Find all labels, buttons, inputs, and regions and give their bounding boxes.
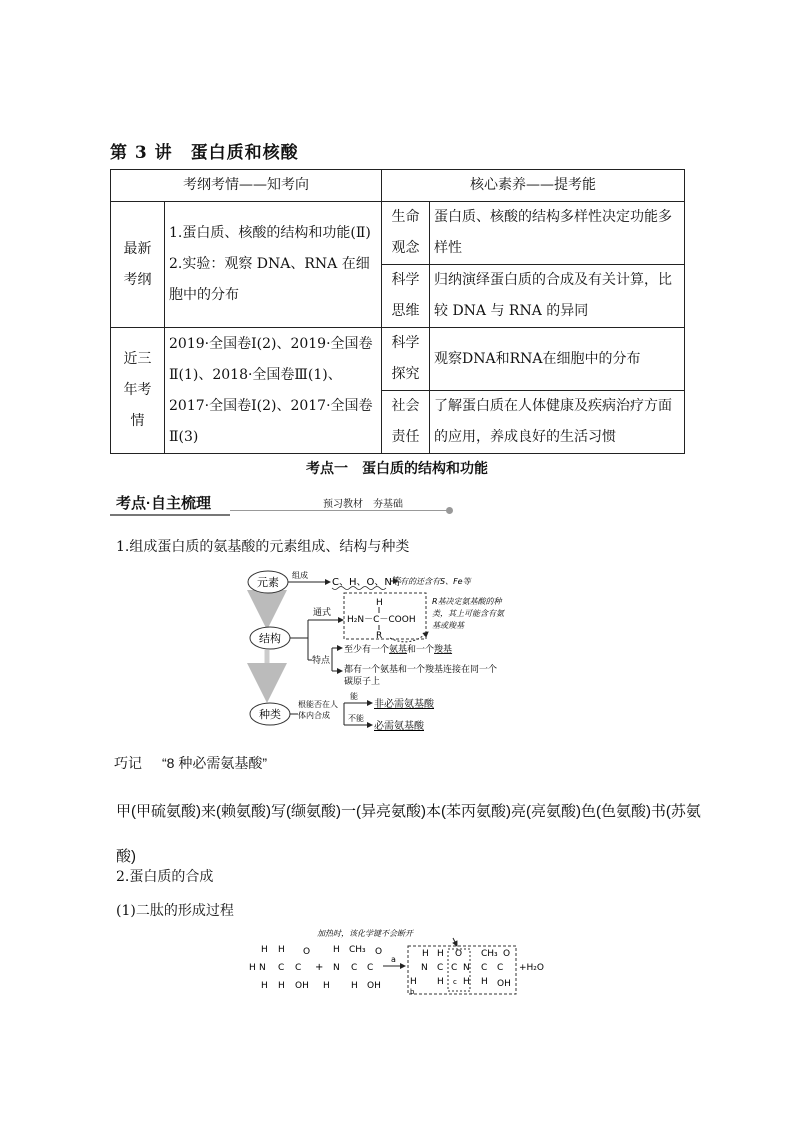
svg-text:H: H bbox=[278, 945, 285, 955]
svg-text:H: H bbox=[261, 981, 268, 991]
svg-text:C: C bbox=[451, 963, 458, 973]
svg-text:H: H bbox=[463, 977, 470, 987]
elements-note: 有的还含有S、Fe等 bbox=[400, 577, 471, 586]
svg-text:N: N bbox=[463, 963, 470, 973]
note-pointer bbox=[453, 938, 457, 946]
heading-amino-acid: 1.组成蛋白质的氨基酸的元素组成、结构与种类 bbox=[116, 539, 410, 555]
banner-subtitle: 预习教材 夯基础 bbox=[323, 499, 403, 510]
svg-text:H: H bbox=[333, 945, 340, 955]
nonessential-label: 非必需氨基酸 bbox=[374, 699, 434, 710]
literacy-text: 观察DNA和RNA在细胞中的分布 bbox=[430, 328, 685, 391]
label-can: 能 bbox=[350, 692, 358, 701]
svg-text:H: H bbox=[410, 977, 417, 987]
feature2: 都有一个氨基和一个羧基连接在同一个碳原子上 bbox=[344, 665, 498, 687]
svg-text:C: C bbox=[295, 963, 302, 973]
svg-text:O: O bbox=[503, 949, 511, 959]
svg-text:H: H bbox=[422, 949, 429, 959]
header-syllabus: 考纲考情——知考向 bbox=[111, 170, 382, 202]
svg-text:OH: OH bbox=[497, 979, 511, 989]
section-banner bbox=[110, 490, 460, 518]
svg-text:N: N bbox=[421, 963, 428, 973]
svg-text:H: H bbox=[351, 981, 358, 991]
water-product: +H₂O bbox=[519, 963, 545, 973]
svg-text:H: H bbox=[278, 981, 285, 991]
exam-info-table bbox=[110, 169, 685, 454]
svg-text:CH₃: CH₃ bbox=[349, 945, 366, 955]
r-note: R基决定氨基酸的种类，其上可能含有氨基或羧基 bbox=[432, 597, 504, 630]
bond-note: 加热时，该化学键不会断开 bbox=[317, 929, 413, 938]
node-types-label: 种类 bbox=[259, 708, 281, 721]
mnemonic-heading: 巧记 “8 种必需氨基酸” bbox=[114, 755, 267, 771]
dipeptide-diagram bbox=[245, 922, 555, 1002]
section-title: 考点一 蛋白质的结构和功能 bbox=[306, 461, 488, 477]
svg-text:C: C bbox=[437, 963, 444, 973]
mnemonic-text: 甲(甲硫氨酸)来(赖氨酸)写(缬氨酸)一(异亮氨酸)本(苯丙氨酸)亮(亮氨酸)色(色氨酸)书(苏氨酸) bbox=[116, 803, 701, 865]
amino-acid-diagram bbox=[240, 568, 570, 738]
plus-sign: + bbox=[315, 962, 324, 973]
literacy-text: 蛋白质、核酸的结构多样性决定功能多样性 bbox=[430, 202, 685, 265]
literacy-category: 科学思维 bbox=[382, 265, 430, 328]
heading-dipeptide: (1)二肽的形成过程 bbox=[116, 903, 234, 919]
label-general: 通式 bbox=[313, 608, 332, 618]
svg-text:OH: OH bbox=[367, 981, 381, 991]
literacy-category: 生命观念 bbox=[382, 202, 430, 265]
svg-text:H: H bbox=[323, 981, 330, 991]
syllabus-content: 1.蛋白质、核酸的结构和功能(Ⅱ) 2.实验：观察 DNA、RNA 在细胞中的分布 bbox=[165, 202, 382, 328]
label-synth: 根能否在人体内合成 bbox=[298, 700, 338, 720]
row-label-exams: 近三年考情 bbox=[111, 328, 165, 454]
heading-protein-synthesis: 2.蛋白质的合成 bbox=[116, 869, 214, 885]
formula-h: H bbox=[376, 598, 383, 608]
row-label-syllabus: 最新考纲 bbox=[111, 202, 165, 328]
banner-line bbox=[110, 514, 230, 516]
svg-text:H: H bbox=[437, 949, 444, 959]
svg-text:O: O bbox=[303, 947, 311, 957]
banner-dot bbox=[446, 507, 453, 514]
literacy-text: 了解蛋白质在人体健康及疾病治疗方面的应用，养成良好的生活习惯 bbox=[430, 391, 685, 454]
elements-text: C、H、O、N等 bbox=[332, 577, 402, 588]
svg-text:C: C bbox=[497, 963, 504, 973]
svg-text:H: H bbox=[481, 977, 488, 987]
banner-line bbox=[230, 510, 450, 511]
label-features: 特点 bbox=[312, 656, 331, 666]
dipeptide bbox=[410, 949, 511, 996]
lecture-title: 第 3 讲 蛋白质和核酸 bbox=[110, 143, 299, 163]
node-structure-label: 结构 bbox=[259, 632, 281, 645]
svg-text:O: O bbox=[455, 949, 463, 959]
svg-text:C: C bbox=[278, 963, 285, 973]
svg-text:H: H bbox=[261, 945, 268, 955]
svg-text:C: C bbox=[367, 963, 374, 973]
svg-text:CH₃: CH₃ bbox=[481, 949, 498, 959]
feature1: 至少有一个氨基和一个羧基 bbox=[344, 645, 453, 655]
svg-text:C: C bbox=[481, 963, 488, 973]
svg-text:c: c bbox=[453, 978, 457, 986]
formula-r: R bbox=[376, 631, 383, 641]
header-literacy: 核心素养——提考能 bbox=[382, 170, 685, 202]
literacy-text: 归纳演绎蛋白质的合成及有关计算，比较 DNA 与 RNA 的异同 bbox=[430, 265, 685, 328]
amino-acid-2 bbox=[323, 945, 382, 991]
label-cannot: 不能 bbox=[348, 714, 364, 723]
label-composition: 组成 bbox=[292, 571, 308, 580]
essential-label: 必需氨基酸 bbox=[374, 721, 424, 732]
svg-text:C: C bbox=[351, 963, 358, 973]
literacy-category: 社会责任 bbox=[382, 391, 430, 454]
svg-text:b: b bbox=[410, 988, 415, 996]
svg-text:N: N bbox=[259, 963, 266, 973]
amino-acid-1 bbox=[249, 945, 310, 991]
banner-label: 考点·自主梳理 bbox=[116, 495, 211, 512]
node-elements-label: 元素 bbox=[257, 576, 279, 589]
svg-text:N: N bbox=[333, 963, 340, 973]
formula-main: H₂N－C－COOH bbox=[347, 615, 416, 625]
exam-history-content: 2019·全国卷Ⅰ(2)、2019·全国卷Ⅱ(1)、2018·全国卷Ⅲ(1)、2017·全国卷Ⅰ(2)、2017·全国卷Ⅱ(3) bbox=[165, 328, 382, 454]
label-a: a bbox=[391, 955, 396, 964]
svg-text:H: H bbox=[249, 963, 256, 973]
r-pointer bbox=[390, 632, 428, 642]
svg-text:OH: OH bbox=[295, 981, 309, 991]
svg-text:O: O bbox=[375, 947, 383, 957]
svg-text:H: H bbox=[437, 977, 444, 987]
literacy-category: 科学探究 bbox=[382, 328, 430, 391]
